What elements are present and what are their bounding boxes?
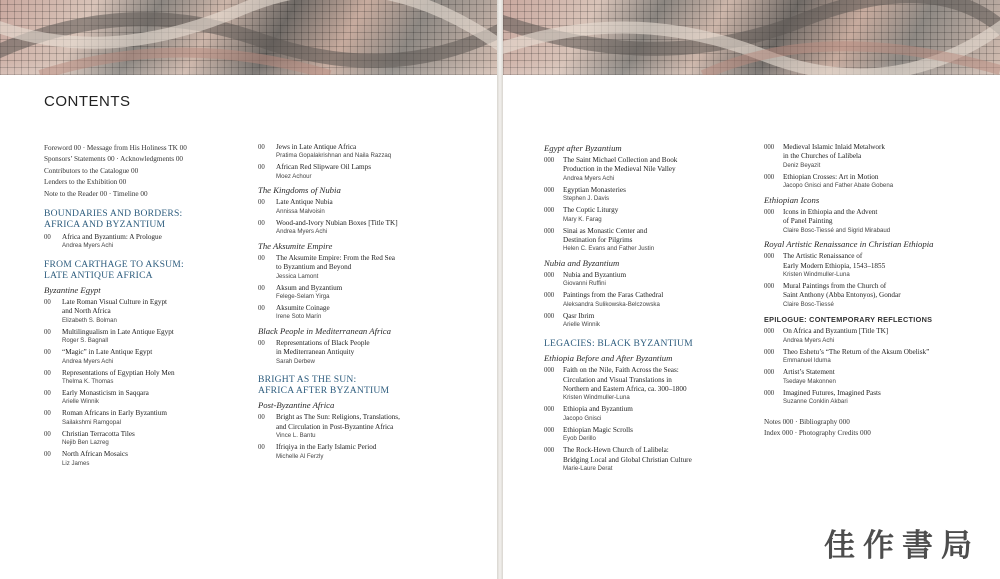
page-number: 000 (764, 173, 775, 181)
toc-entry[interactable] (544, 156, 749, 183)
entry-author: Kristen Windmuller-Luna (563, 394, 630, 402)
toc-entry[interactable] (258, 198, 478, 216)
page-number: 000 (544, 157, 555, 164)
toc-entry[interactable] (258, 413, 478, 440)
entry-author: Stephen J. Davis (563, 195, 610, 203)
toc-entry[interactable] (764, 282, 984, 309)
page-number: 000 (544, 447, 555, 455)
page-number: 00 (44, 349, 51, 357)
entry-author: Kristen Windmuller-Luna (783, 271, 850, 279)
section-heading: Black People in Mediterranean Africa (258, 325, 392, 336)
toc-column-4 (764, 143, 984, 439)
page-number: 00 (258, 219, 265, 227)
entry-title: Imagined Futures, Imagined Pasts (783, 388, 881, 397)
entry-title: Production in the Medieval Nile Valley (563, 165, 676, 174)
front-matter-line[interactable]: Foreword 00 · Message from His Holiness TK 00 (44, 144, 187, 152)
page-number: 000 (764, 283, 775, 290)
entry-author: Claire Bosc-Tiessé (783, 300, 834, 308)
entry-author: Felege-Selam Yirga (276, 292, 330, 300)
toc-entry[interactable] (258, 163, 478, 181)
entry-title: Early Modern Ethiopia, 1543–1855 (783, 261, 886, 270)
toc-entry[interactable] (258, 143, 478, 161)
toc-entry[interactable] (544, 312, 749, 330)
toc-entry[interactable] (44, 369, 240, 387)
page-number: 00 (258, 254, 265, 262)
entry-title: Qasr Ibrim (563, 311, 595, 320)
part-heading-line: LATE ANTIQUE AFRICA (44, 269, 153, 281)
toc-entry[interactable] (544, 446, 749, 473)
entry-author: Mary K. Farag (563, 215, 602, 223)
entry-title: Egyptian Monasteries (563, 185, 626, 194)
entry-author: Claire Bosc-Tiessé and Sigrid Mirabaud (783, 226, 891, 234)
section-heading: Ethiopian Icons (764, 194, 820, 205)
toc-entry[interactable] (44, 409, 240, 427)
page-number: 00 (258, 199, 265, 207)
front-matter (44, 143, 240, 200)
toc-entry[interactable] (764, 327, 984, 345)
entry-title: Northern and Eastern Africa, ca. 300–1800 (563, 385, 687, 394)
entry-title: Christian Terracotta Tiles (62, 429, 135, 438)
entry-title: Jews in Late Antique Africa (276, 143, 357, 151)
watermark-logo: 佳作書局 (824, 528, 980, 564)
section-heading: Egypt after Byzantium (544, 143, 622, 153)
epilogue-heading: EPILOGUE: CONTEMPORARY REFLECTIONS (764, 315, 933, 325)
part-heading-line: AFRICA AND BYZANTIUM (44, 218, 166, 230)
front-matter-line[interactable]: Note to the Reader 00 · Timeline 00 (44, 189, 148, 198)
entry-author: Eyob Derillo (563, 435, 596, 443)
toc-entry[interactable] (764, 208, 984, 235)
page-number: 000 (764, 144, 775, 151)
entry-author: Marie-Laure Derat (563, 465, 613, 473)
entry-title: of Panel Painting (783, 217, 833, 226)
page-number: 00 (44, 328, 51, 336)
entry-author: Giovanni Ruffini (563, 280, 606, 288)
page-number: 00 (44, 299, 51, 307)
toc-entry[interactable] (544, 271, 749, 289)
entry-title: and Circulation in Post-Byzantine Africa (276, 422, 394, 431)
page-title: CONTENTS (44, 93, 131, 110)
page-number: 000 (764, 253, 775, 261)
entry-author: Andrea Myers Achi (563, 174, 615, 182)
toc-entry[interactable] (258, 219, 478, 237)
entry-title: African Red Slipware Oil Lamps (276, 163, 372, 172)
toc-column-2 (258, 143, 478, 464)
page-number: 000 (544, 426, 555, 434)
entry-author: Andrea Myers Achi (62, 357, 114, 365)
entry-author: Jessica Lamont (276, 272, 319, 280)
toc-entry[interactable] (764, 368, 984, 386)
entry-author: Jacopo Gnisci (563, 414, 602, 422)
entry-title: in Mediterranean Antiquity (276, 348, 355, 357)
page-number: 00 (44, 451, 51, 459)
page-number: 000 (764, 328, 775, 336)
section-heading: Post-Byzantine Africa (258, 400, 335, 411)
entry-title: Representations of Egyptian Holy Men (62, 368, 175, 377)
page-number: 00 (258, 164, 265, 172)
part-heading-line: AFRICA AFTER BYZANTIUM (258, 384, 390, 396)
entry-author: Andrea Myers Achi (783, 336, 835, 344)
entry-author: Arielle Winnik (62, 398, 99, 406)
entry-author: Elizabeth S. Bolman (62, 316, 117, 324)
toc-entry[interactable] (764, 348, 984, 366)
entry-author: Sarah Derbew (276, 357, 315, 365)
toc-column-3 (544, 143, 749, 476)
entry-author: Andrea Myers Achi (62, 242, 114, 250)
entry-title: The Rock-Hewn Church of Lalibela: (563, 446, 669, 455)
page-number: 00 (44, 234, 51, 242)
section-heading: Ethiopia Before and After Byzantium (544, 353, 673, 364)
left-page (0, 0, 497, 579)
part-heading-line: BRIGHT AS THE SUN: (258, 374, 357, 386)
page-number: 000 (544, 271, 555, 279)
toc-entry[interactable] (544, 426, 749, 444)
toc-entry[interactable] (258, 339, 478, 366)
entry-title: On Africa and Byzantium [Title TK] (783, 327, 889, 336)
part-heading (544, 339, 749, 350)
right-page (503, 0, 1000, 579)
entry-author: Liz James (62, 459, 90, 467)
entry-title: Bright as The Sun: Religions, Translations, (276, 413, 400, 422)
front-matter-line[interactable]: Sponsors’ Statements 00 · Acknowledgments 00 (44, 155, 184, 164)
entry-author: Roger S. Bagnall (62, 337, 109, 345)
page-number: 000 (544, 227, 555, 235)
front-matter-line[interactable]: Contributors to the Catalogue 00 (44, 166, 139, 175)
entry-author: Emmanuel Iduma (783, 357, 831, 365)
toc-column-1 (44, 143, 240, 471)
entry-title: Representations of Black People (276, 338, 370, 347)
part-heading (44, 209, 240, 230)
page-number: 00 (44, 390, 51, 397)
page-number: 00 (44, 369, 51, 377)
entry-title: Medieval Islamic Inlaid Metalwork (783, 143, 885, 151)
entry-author: Suzanne Conklin Akbari (783, 397, 848, 405)
mosaic-pattern (0, 0, 497, 75)
entry-title: The Aksumite Empire: From the Red Sea (276, 253, 395, 262)
entry-title: The Saint Michael Collection and Book (563, 156, 678, 164)
entry-title: Saint Anthony (Abba Entonyos), Gondar (783, 291, 901, 300)
page-number: 00 (258, 414, 265, 422)
part-heading (258, 375, 478, 396)
entry-author: Andrea Myers Achi (276, 228, 328, 236)
section-heading: The Aksumite Empire (258, 240, 333, 251)
entry-title: in the Churches of Lalibela (783, 152, 862, 161)
page-number: 00 (258, 284, 265, 292)
page-number: 000 (764, 369, 775, 377)
page-number: 000 (544, 186, 555, 194)
entry-title: Bridging Local and Global Christian Culture (563, 455, 692, 464)
toc-entry[interactable] (44, 328, 240, 346)
part-heading-line: BOUNDARIES AND BORDERS: (44, 208, 183, 220)
toc-entry[interactable] (544, 206, 749, 224)
section-heading: Royal Artistic Renaissance in Christian Ethiopia (764, 239, 934, 250)
part-heading-line: FROM CARTHAGE TO AKSUM: (44, 259, 184, 271)
entry-author: Irene Soto Marín (276, 313, 322, 321)
entry-title: Early Monasticism in Saqqara (62, 389, 149, 397)
section-heading: The Kingdoms of Nubia (258, 185, 341, 196)
end-matter-line[interactable]: Index 000 · Photography Credits 000 (764, 428, 871, 437)
page-number: 00 (258, 339, 265, 347)
entry-title: Theo Eshetu’s “The Return of the Aksum Obelisk” (783, 347, 930, 356)
entry-author: Tsedaye Makonnen (783, 377, 836, 385)
end-matter (764, 417, 984, 439)
toc-entry[interactable] (44, 430, 240, 448)
page-number: 000 (544, 207, 555, 215)
toc-entry[interactable] (44, 450, 240, 468)
entry-title: Aksumite Coinage (276, 303, 330, 312)
entry-title: Wood-and-Ivory Nubian Boxes [Title TK] (276, 218, 398, 227)
entry-title: Ethiopia and Byzantium (563, 405, 633, 414)
entry-title: Multilingualism in Late Antique Egypt (62, 327, 174, 336)
part-heading (44, 260, 240, 281)
toc-entry[interactable] (544, 227, 749, 254)
entry-title: Sinai as Monastic Center and (563, 226, 648, 235)
toc-entry[interactable] (258, 443, 478, 461)
entry-title: Ethiopian Magic Scrolls (563, 425, 633, 434)
end-matter-line[interactable]: Notes 000 · Bibliography 000 (764, 417, 850, 426)
entry-author: Jacopo Gnisci and Father Abate Gobena (783, 182, 894, 190)
section-heading: Nubia and Byzantium (544, 257, 620, 268)
page-number: 000 (764, 389, 775, 397)
part-heading-line: LEGACIES: BLACK BYZANTIUM (544, 337, 693, 349)
mosaic-pattern (503, 0, 1000, 75)
entry-title: Mural Paintings from the Church of (783, 282, 887, 290)
toc-entry[interactable] (258, 284, 478, 302)
entry-author: Moez Achour (276, 172, 312, 180)
page-number: 00 (44, 430, 51, 438)
entry-title: Late Antique Nubia (276, 198, 333, 207)
entry-title: Faith on the Nile, Faith Across the Seas: (563, 366, 679, 375)
entry-title: to Byzantium and Beyond (276, 263, 352, 272)
entry-author: Sailakshmi Ramgopal (62, 418, 121, 426)
toc-entry[interactable] (544, 186, 749, 204)
entry-title: Roman Africans in Early Byzantium (62, 409, 167, 418)
toc-entry[interactable] (44, 389, 240, 407)
page-number: 000 (544, 367, 555, 375)
entry-author: Deniz Beyazit (783, 161, 821, 169)
entry-author: Michelle Al Ferzly (276, 452, 324, 460)
toc-entry[interactable] (764, 173, 984, 191)
mosaic-banner (503, 0, 1000, 75)
toc-entry[interactable] (258, 254, 478, 281)
page-number: 00 (44, 410, 51, 418)
page-number: 000 (544, 406, 555, 414)
entry-title: North African Mosaics (62, 450, 128, 459)
entry-author: Pratima Gopalakrishnan and Naila Razzaq (276, 152, 392, 160)
entry-author: Nejib Ben Lazreg (62, 439, 109, 447)
mosaic-banner (0, 0, 497, 75)
page-number: 00 (258, 304, 265, 312)
entry-title: Icons in Ethiopia and the Advent (783, 207, 878, 216)
entry-title: Artist’s Statement (783, 368, 835, 377)
toc-entry[interactable] (544, 405, 749, 423)
page-number: 00 (258, 144, 265, 151)
page-number: 000 (764, 348, 775, 356)
entry-author: Annissa Malvoisin (276, 207, 325, 215)
entry-author: Helen C. Evans and Father Justin (563, 245, 655, 253)
entry-title: Late Roman Visual Culture in Egypt (62, 298, 168, 307)
entry-title: Nubia and Byzantium (563, 270, 627, 279)
entry-title: and North Africa (62, 307, 111, 316)
toc-entry[interactable] (544, 366, 749, 403)
entry-title: Destination for Pilgrims (563, 235, 633, 244)
page-number: 000 (544, 312, 555, 320)
toc-entry[interactable] (44, 298, 240, 325)
entry-title: Circulation and Visual Translations in (563, 375, 672, 384)
page-number: 000 (544, 292, 555, 300)
entry-author: Aleksandra Sulikowska-Belczowska (563, 300, 660, 308)
entry-title: The Artistic Renaissance of (783, 252, 863, 261)
toc-entry[interactable] (764, 389, 984, 407)
entry-title: Africa and Byzantium: A Prologue (62, 233, 162, 242)
section-heading: Byzantine Egypt (44, 285, 101, 296)
entry-title: “Magic” in Late Antique Egypt (62, 348, 153, 357)
entry-title: Ifriqiya in the Early Islamic Period (276, 443, 377, 452)
entry-title: The Coptic Liturgy (563, 206, 619, 215)
entry-title: Paintings from the Faras Cathedral (563, 291, 664, 300)
entry-title: Ethiopian Crosses: Art in Motion (783, 172, 879, 181)
page-number: 00 (258, 444, 265, 452)
page-number: 000 (764, 208, 775, 216)
entry-author: Arielle Winnik (563, 321, 600, 329)
toc-entry[interactable] (44, 348, 240, 366)
toc-entry[interactable] (258, 304, 478, 322)
toc-entry[interactable] (764, 143, 984, 170)
toc-entry[interactable] (544, 291, 749, 309)
toc-entry[interactable] (44, 233, 240, 251)
toc-entry[interactable] (764, 252, 984, 279)
front-matter-line[interactable]: Lenders to the Exhibition 00 (44, 178, 127, 187)
entry-author: Vince L. Bantu (276, 432, 316, 440)
entry-author: Thelma K. Thomas (62, 378, 114, 386)
entry-title: Aksum and Byzantium (276, 283, 343, 292)
